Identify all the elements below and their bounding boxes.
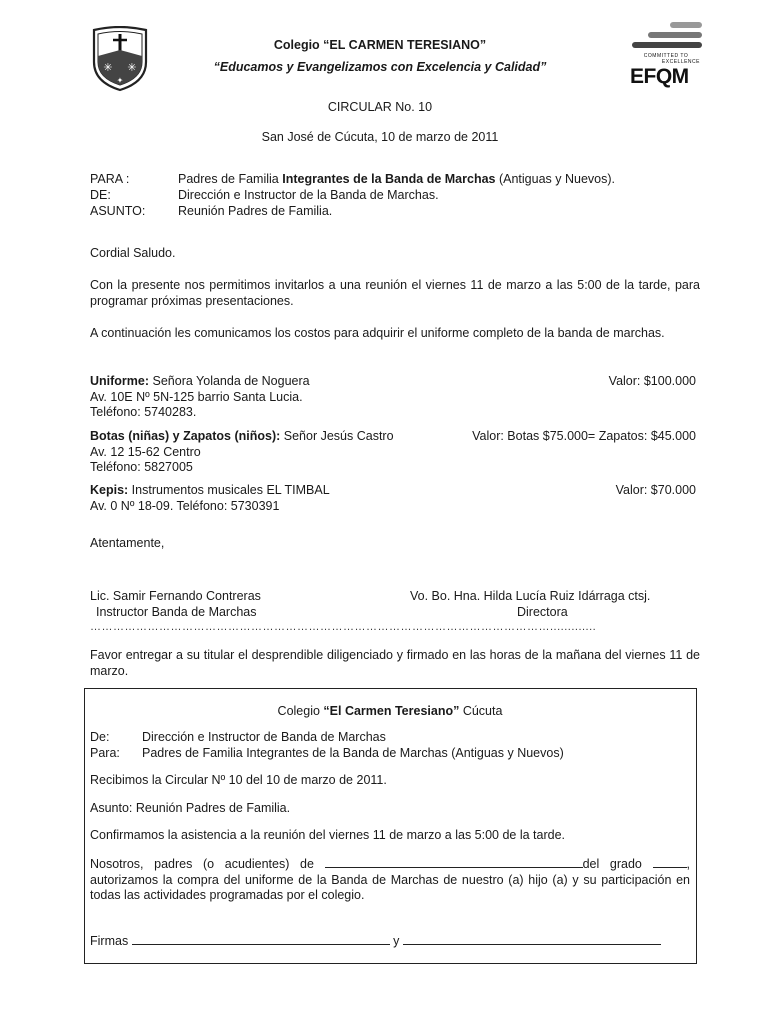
asunto-label: ASUNTO: <box>90 204 146 218</box>
slip-de-line <box>90 730 690 746</box>
slip-title-pre: Colegio <box>277 704 324 718</box>
slip-authorization <box>90 855 690 904</box>
de-line <box>90 188 700 204</box>
svg-text:✳: ✳ <box>103 61 113 74</box>
slip-subject: Asunto: Reunión Padres de Familia. <box>90 801 291 815</box>
signatures-and: y <box>393 934 400 948</box>
item-desc: Señora Yolanda de Noguera <box>149 374 310 388</box>
signer-role: Instructor Banda de Marchas <box>96 604 257 619</box>
signatures-label: Firmas <box>90 934 129 948</box>
place-date: San José de Cúcuta, 10 de marzo de 2011 <box>261 130 499 144</box>
efqm-tagline-1: COMMITTED TO <box>643 53 689 59</box>
slip-de-label: De: <box>90 730 110 744</box>
signature-field-2[interactable] <box>403 932 661 945</box>
item-kepis <box>90 483 700 514</box>
efqm-tagline-2: EXCELLENCE <box>661 59 700 65</box>
item-price: Valor: $100.000 <box>608 374 696 388</box>
slip-title-post: Cúcuta <box>459 704 503 718</box>
slip-title-bold: “El Carmen Teresiano” <box>323 704 460 718</box>
signature-block-instructor <box>90 589 290 620</box>
slip-de-value: Dirección e Instructor de Banda de Marchas <box>142 730 386 744</box>
slip-para-line <box>90 746 690 762</box>
auth-text-2: del grado <box>582 857 642 871</box>
para-value-pre: Padres de Familia <box>178 172 283 186</box>
para-label: PARA : <box>90 172 130 186</box>
cut-line: …………………………………………………………………………………………………………............. <box>90 621 597 633</box>
item-address: Av. 0 Nº 18-09. Teléfono: 5730391 <box>90 498 280 513</box>
efqm-wordmark: EFQM <box>630 65 689 88</box>
slip-signatures <box>90 932 690 950</box>
sign-off: Atentamente, <box>90 536 165 550</box>
svg-text:✦: ✦ <box>116 76 124 85</box>
reply-slip <box>84 688 697 964</box>
circular-number: CIRCULAR No. 10 <box>327 100 433 114</box>
auth-text-1: Nosotros, padres (o acudientes) de <box>90 857 314 871</box>
slip-para-value: Padres de Familia Integrantes de la Banda de Marchas (Antiguas y Nuevos) <box>142 746 564 760</box>
auth-text-3: , autorizamos la compra del uniforme de la Banda de Marchas de nuestro (a) hijo (a) y su participación en todas las actividades programadas por el colegio. <box>90 857 690 902</box>
signature-block-director <box>410 589 700 620</box>
signature-field-1[interactable] <box>132 932 390 945</box>
item-phone: Teléfono: 5740283. <box>90 405 197 419</box>
asunto-line <box>90 204 700 220</box>
slip-received: Recibimos la Circular Nº 10 del 10 de marzo de 2011. <box>90 773 387 787</box>
student-name-field[interactable] <box>325 855 583 868</box>
signer-name: Lic. Samir Fernando Contreras <box>90 589 261 603</box>
svg-text:✳: ✳ <box>127 61 137 74</box>
return-instruction: Favor entregar a su titular el desprendible diligenciado y firmado en las horas de la mañana del viernes 11 de marzo. <box>90 648 700 678</box>
school-crest-logo <box>90 26 150 92</box>
item-uniforme <box>90 374 700 421</box>
item-address: Av. 12 15-62 Centro <box>90 444 201 459</box>
item-address: Av. 10E Nº 5N-125 barrio Santa Lucia. <box>90 389 303 404</box>
item-phone: Teléfono: 5827005 <box>90 460 193 474</box>
de-label: DE: <box>90 188 111 202</box>
item-title: Uniforme: <box>90 374 150 388</box>
item-title: Kepis: <box>90 483 129 497</box>
para-line <box>90 172 700 188</box>
item-desc: Instrumentos musicales EL TIMBAL <box>128 483 330 497</box>
de-value: Dirección e Instructor de la Banda de Marchas. <box>178 188 439 202</box>
body-paragraph-1: Con la presente nos permitimos invitarlos a una reunión el viernes 11 de marzo a las 5:00 de la tarde, para programar próximas presentaciones. <box>90 278 700 308</box>
slip-para-label: Para: <box>90 746 120 760</box>
item-botas-zapatos <box>90 429 700 476</box>
greeting: Cordial Saludo. <box>90 246 176 260</box>
para-value-post: (Antiguas y Nuevos). <box>495 172 615 186</box>
school-name: Colegio “EL CARMEN TERESIANO” <box>273 38 487 52</box>
body-paragraph-2: A continuación les comunicamos los costos para adquirir el uniforme completo de la banda de marchas. <box>90 326 665 340</box>
efqm-bar <box>632 42 702 48</box>
school-motto: “Educamos y Evangelizamos con Excelencia y Calidad” <box>213 60 547 74</box>
grade-field[interactable] <box>653 855 687 868</box>
item-desc: Señor Jesús Castro <box>280 429 394 443</box>
efqm-bar <box>648 32 702 38</box>
item-price: Valor: Botas $75.000= Zapatos: $45.000 <box>472 429 696 443</box>
signer-name: Vo. Bo. Hna. Hilda Lucía Ruiz Idárraga ctsj. <box>410 589 651 603</box>
para-value-bold: Integrantes de la Banda de Marchas <box>282 172 496 186</box>
item-price: Valor: $70.000 <box>615 483 696 497</box>
efqm-bar <box>670 22 702 28</box>
signer-role: Directora <box>517 604 568 619</box>
asunto-value: Reunión Padres de Familia. <box>178 204 333 218</box>
efqm-logo <box>628 22 702 88</box>
item-title: Botas (niñas) y Zapatos (niños): <box>90 429 281 443</box>
slip-title <box>90 704 690 720</box>
slip-confirm: Confirmamos la asistencia a la reunión del viernes 11 de marzo a las 5:00 de la tarde. <box>90 828 566 842</box>
